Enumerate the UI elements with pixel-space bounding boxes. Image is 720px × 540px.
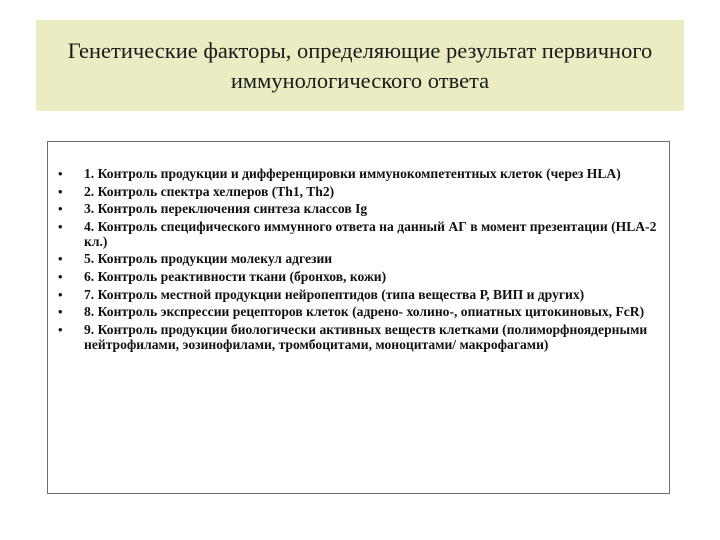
list-item-text: 2. Контроль спектра хелперов (Th1, Th2) — [84, 183, 335, 199]
bullet-icon: • — [58, 304, 63, 320]
list-item — [56, 269, 662, 284]
content-box — [47, 141, 670, 494]
list-item — [56, 304, 662, 319]
factor-list — [56, 166, 662, 354]
bullet-icon: • — [58, 218, 63, 234]
list-item-text: 7. Контроль местной продукции нейропептидов (типа вещества Р, ВИП и других) — [84, 286, 585, 302]
bullet-icon: • — [58, 251, 63, 267]
list-item — [56, 166, 662, 181]
bullet-icon: • — [58, 321, 63, 337]
list-item-text: 6. Контроль реактивности ткани (бронхов, кожи) — [84, 268, 387, 284]
list-item-text: 1. Контроль продукции и дифференцировки иммунокомпетентных клеток (через HLA) — [84, 166, 621, 181]
list-item-text: 9. Контроль продукции биологически активных веществ клетками (полиморфноядерными нейтрофилами, эозинофилами, тромбоцитами, моноцитами/ макрофагами) — [84, 321, 648, 352]
list-item — [56, 287, 662, 302]
list-item — [56, 201, 662, 216]
list-item-text: 5. Контроль продукции молекул адгезии — [84, 251, 333, 267]
list-item-text: 3. Контроль переключения синтеза классов Ig — [84, 201, 368, 217]
title-banner — [36, 20, 684, 111]
bullet-icon: • — [58, 268, 63, 284]
list-item — [56, 322, 662, 352]
list-item — [56, 184, 662, 199]
list-item — [56, 219, 662, 249]
list-item-text: 4. Контроль специфического иммунного ответа на данный АГ в момент презентации (HLA-2 кл.) — [84, 218, 657, 249]
slide-title: Генетические факторы, определяющие результат первичного иммунологического ответа — [67, 37, 653, 93]
bullet-icon: • — [58, 201, 63, 217]
bullet-icon: • — [58, 286, 63, 302]
list-item — [56, 251, 662, 266]
bullet-icon: • — [58, 166, 63, 181]
bullet-icon: • — [58, 183, 63, 199]
list-item-text: 8. Контроль экспрессии рецепторов клеток (адрено- холино-, опиатных цитокиновых, FcR) — [84, 304, 645, 320]
